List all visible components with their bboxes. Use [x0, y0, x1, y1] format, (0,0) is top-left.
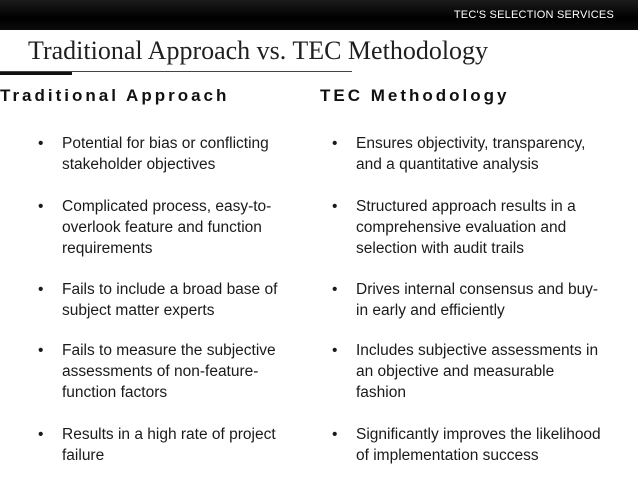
bullet-text: Significantly improves the likelihood of implementation success	[356, 426, 601, 464]
list-item	[332, 133, 602, 175]
bullet-marker: •	[38, 281, 44, 298]
bullet-marker: •	[332, 342, 338, 359]
bullet-text: Ensures objectivity, transparency, and a quantitative analysis	[356, 135, 586, 173]
list-item	[38, 340, 298, 403]
list-item	[38, 196, 298, 259]
list-item	[332, 279, 602, 321]
list-item	[332, 340, 602, 403]
bullet-marker: •	[38, 342, 44, 359]
header-bar	[0, 0, 638, 30]
bullet-text: Includes subjective assessments in an objective and measurable fashion	[356, 342, 599, 401]
bullet-marker: •	[332, 135, 338, 152]
list-item	[332, 424, 602, 466]
bullet-marker: •	[38, 135, 44, 152]
bullet-text: Potential for bias or conflicting stakeholder objectives	[62, 135, 269, 173]
list-item	[38, 279, 298, 321]
bullet-marker: •	[332, 426, 338, 443]
list-item	[332, 196, 602, 259]
slide-title: Traditional Approach vs. TEC Methodology	[28, 36, 489, 65]
list-item	[38, 133, 298, 175]
tec-column	[320, 86, 620, 464]
bullet-text: Fails to measure the subjective assessments of non-feature-function factors	[62, 342, 276, 401]
bullet-marker: •	[332, 281, 338, 298]
brand-label: TEC'S SELECTION SERVICES	[453, 9, 614, 21]
bullet-marker: •	[38, 198, 44, 215]
list-item	[38, 424, 298, 466]
traditional-column	[0, 86, 300, 464]
bullet-marker: •	[332, 198, 338, 215]
traditional-heading: Traditional Approach	[0, 86, 230, 105]
title-accent-bar	[0, 72, 72, 75]
bullet-marker: •	[38, 426, 44, 443]
bullet-text: Results in a high rate of project failure	[62, 426, 276, 464]
bullet-text: Fails to include a broad base of subject matter experts	[62, 281, 278, 319]
bullet-text: Complicated process, easy-to-overlook feature and function requirements	[62, 198, 272, 257]
bullet-text: Drives internal consensus and buy-in early and efficiently	[356, 281, 599, 319]
tec-heading: TEC Methodology	[320, 86, 510, 105]
bullet-text: Structured approach results in a comprehensive evaluation and selection with audit trails	[356, 198, 576, 257]
